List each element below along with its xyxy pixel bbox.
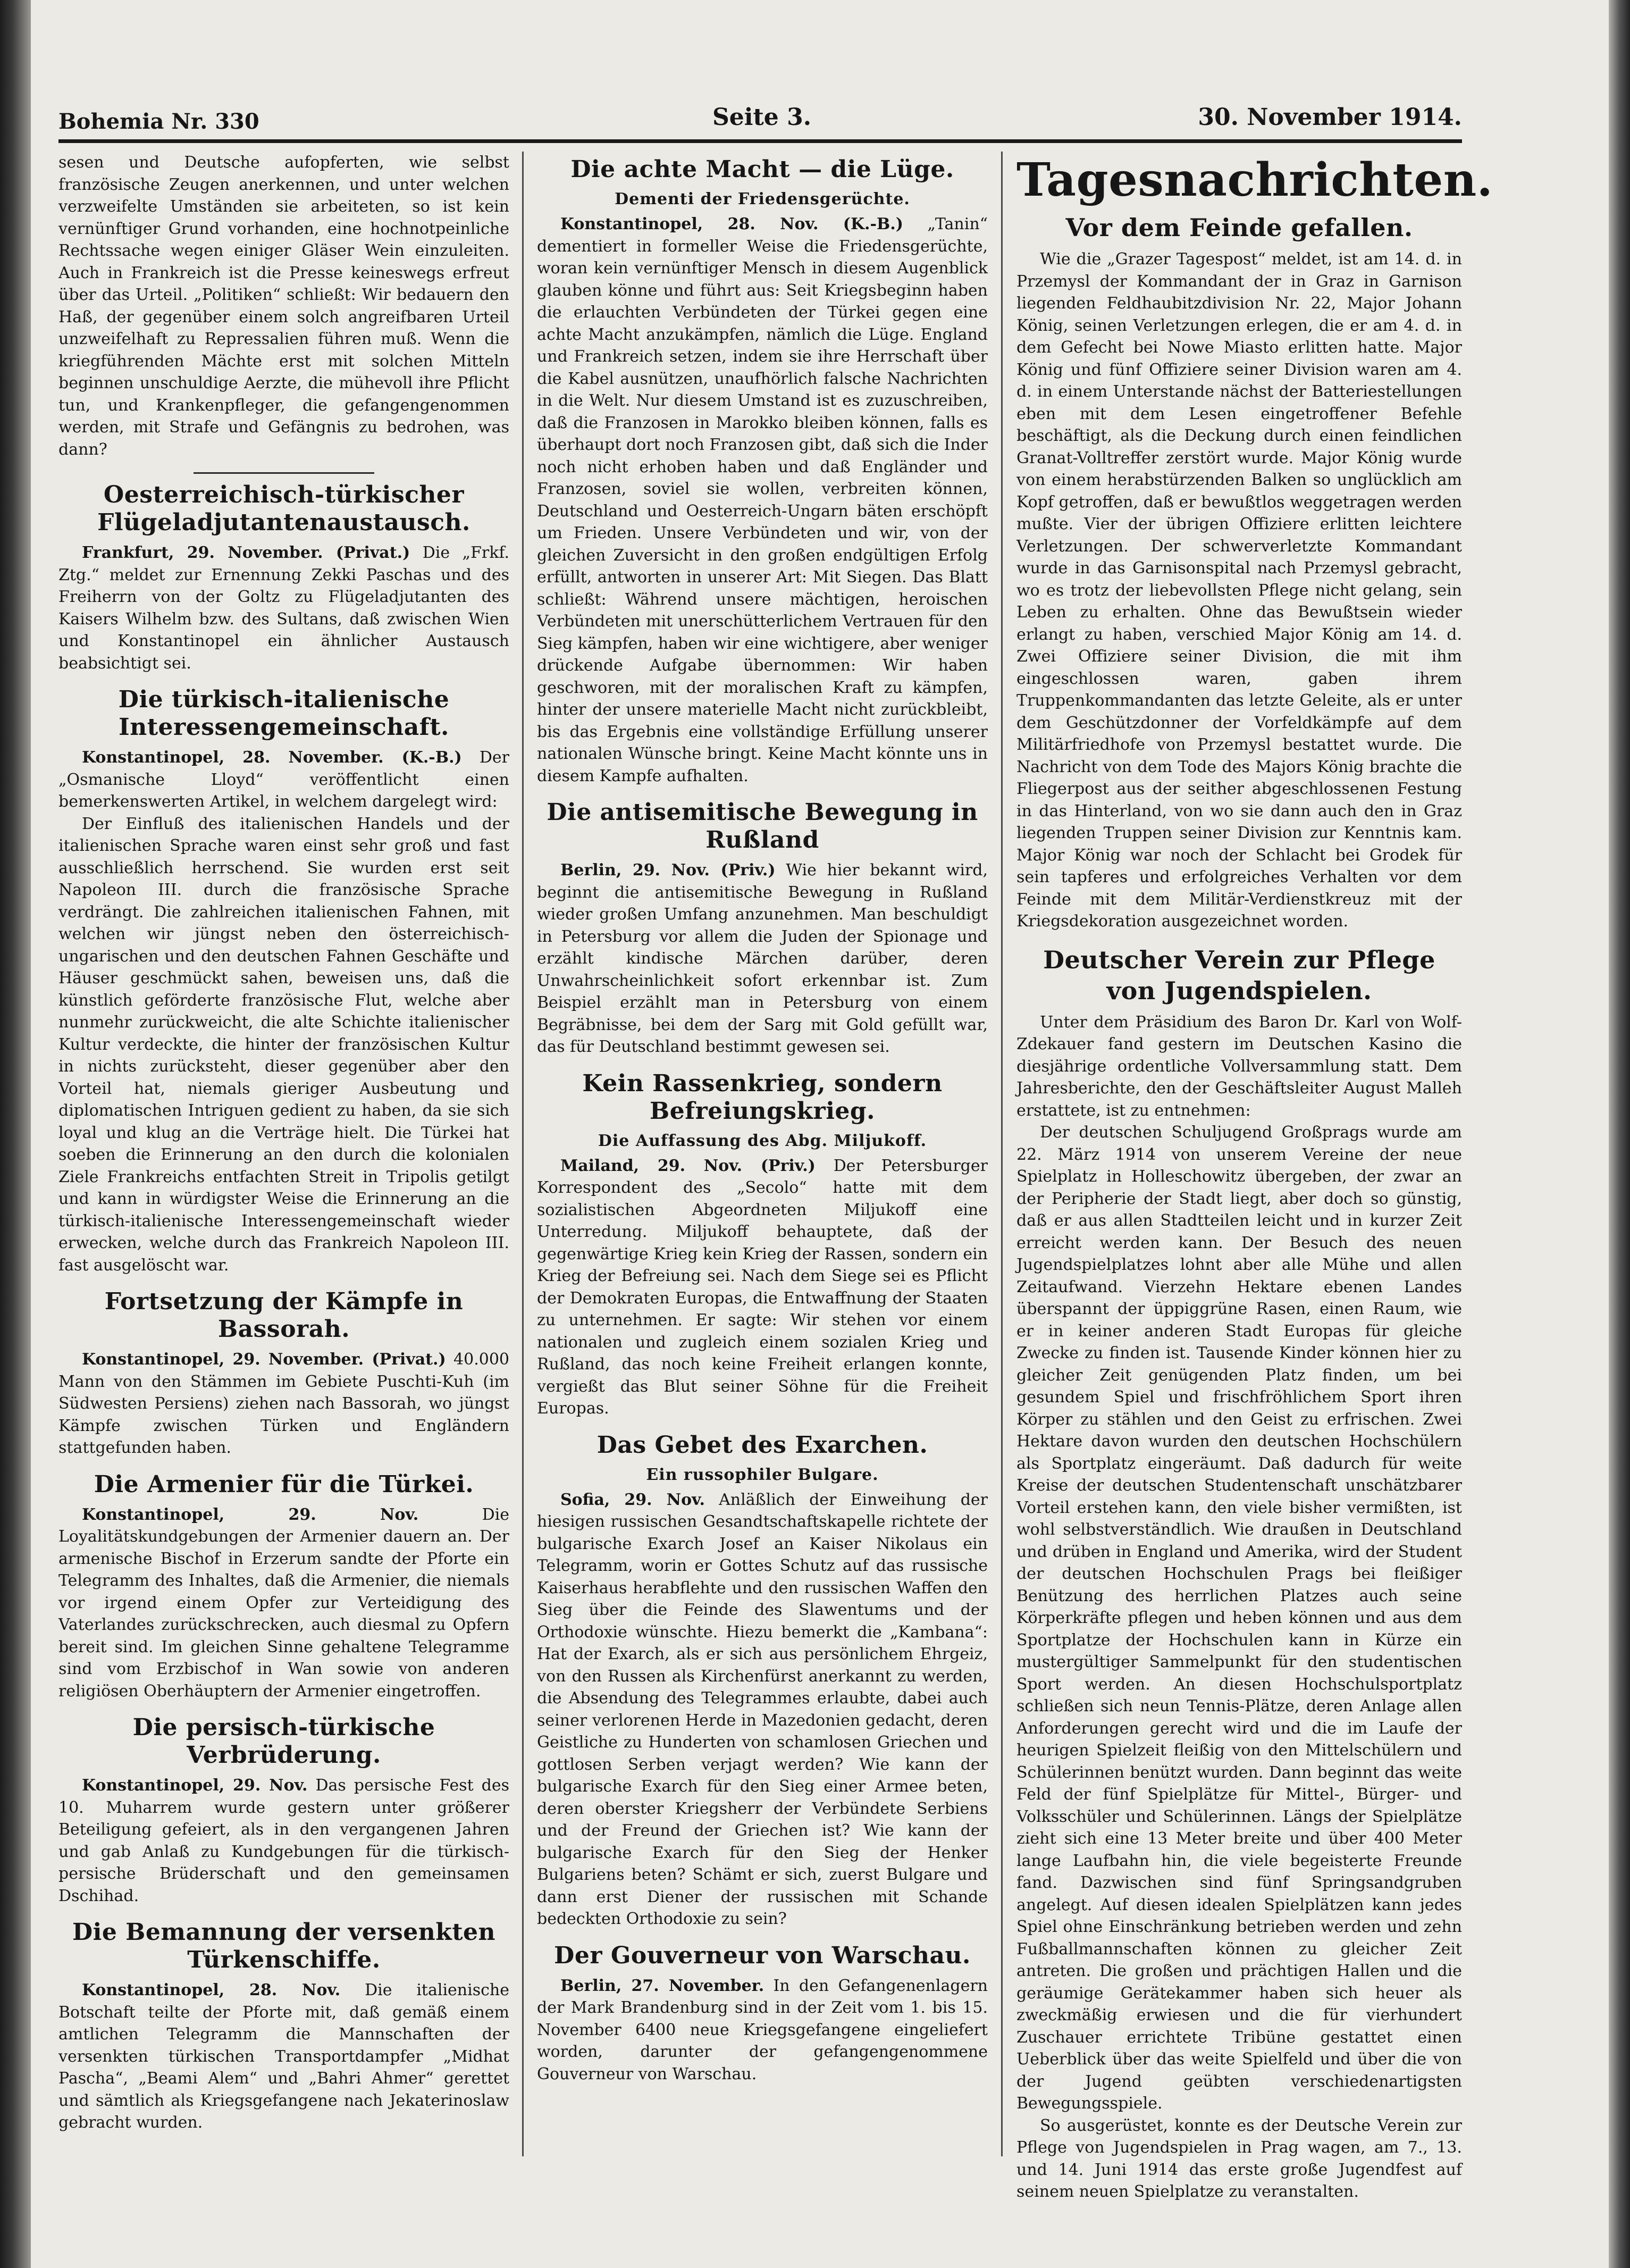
dateline: Berlin, 29. Nov. (Priv.) bbox=[560, 861, 776, 880]
article-text bbox=[537, 1975, 988, 2086]
dateline: Konstantinopel, 28. Nov. (K.-B.) bbox=[560, 215, 903, 233]
article bbox=[1016, 944, 1462, 2203]
article-headline: Deutscher Verein zur Pflege von Jugendspielen. bbox=[1043, 945, 1435, 1005]
article bbox=[537, 156, 988, 787]
article-text: Unter dem Präsidium des Baron Dr. Karl von Wolf-Zdekauer fand gestern im Deutschen Kasino die diesjährige ordentliche Vollversammlung statt. Dem Jahresberichte, den der Geschäftsleiter August Malleh erstattete, ist zu entnehmen: bbox=[1016, 1012, 1462, 1120]
paper-issue: Bohemia Nr. 330 bbox=[58, 109, 259, 134]
article-text bbox=[58, 1979, 509, 2134]
article-headline: Fortsetzung der Kämpfe in Bassorah. bbox=[104, 1288, 464, 1343]
article-headline: Die Armenier für die Türkei. bbox=[94, 1470, 474, 1498]
dateline: Berlin, 27. November. bbox=[560, 1976, 764, 1995]
dateline: Konstantinopel, 29. November. (Privat.) bbox=[82, 1350, 446, 1369]
separator bbox=[194, 472, 374, 474]
article-text bbox=[58, 1775, 509, 1907]
dateline: Konstantinopel, 29. Nov. bbox=[82, 1505, 419, 1524]
article bbox=[1016, 212, 1462, 933]
article-text bbox=[58, 747, 509, 813]
article-subheadline: Die Auffassung des Abg. Miljukoff. bbox=[598, 1131, 927, 1150]
article-headline: Die Bemannung der versenkten Türkenschiffe. bbox=[72, 1919, 496, 1973]
article bbox=[58, 1288, 509, 1459]
article-text bbox=[58, 1349, 509, 1459]
article-text: So ausgerüstet, konnte es der Deutsche Verein zur Pflege von Jugendspielen in Prag wagen, am 7., 13. und 14. Juni 1914 das erste große Jugendfest auf seinem neuen Spielplatze zu veranstalten. bbox=[1016, 2116, 1462, 2201]
article-text: sesen und Deutsche aufopferten, wie selbst französische Zeugen anerkennen, und unter welchen verzweifelte Umständen sie arbeiteten, so ist kein vernünftiger Grund vorhanden, eine hochnotpeinliche Rechtssache wegen einiger Gläser Wein einzuleiten. Auch in Frankreich ist die Presse keineswegs erfreut über das Urteil. „Politiken“ schließt: Wir bedauern den Haß, der gegenüber einem solch angreifbaren Urteil unzweifelhaft zu Repressalien führen muß. Wenn die kriegführenden Mächte erst mit solchen Mitteln beginnen unschuldige Aerzte, die mühevoll ihre Pflicht tun, und Krankenpfleger, die gefangengenommen werden, mit Strafe und Gefängnis zu bedrohen, was dann? bbox=[58, 153, 509, 459]
article bbox=[58, 1919, 509, 2134]
masthead bbox=[58, 104, 1462, 141]
article bbox=[537, 1070, 988, 1420]
article-text bbox=[537, 1489, 988, 1930]
article-headline: Kein Rassenkrieg, sondern Befreiungskrieg. bbox=[582, 1069, 943, 1125]
article-text bbox=[537, 859, 988, 1058]
column-rule bbox=[522, 152, 524, 2156]
article-headline: Die antisemitische Bewegung in Rußland bbox=[547, 799, 978, 853]
article-continued bbox=[58, 152, 509, 461]
article bbox=[537, 1942, 988, 2086]
article bbox=[537, 1432, 988, 1930]
article-body: Der „Osmanische Lloyd“ veröffentlicht einen bemerkenswerten Artikel, in welchem dargelegt wird: bbox=[58, 748, 509, 811]
article-headline: Oesterreichisch-türkischer Flügeladjutantenaustausch. bbox=[97, 481, 470, 536]
article-text bbox=[58, 542, 509, 674]
article-headline: Der Gouverneur von Warschau. bbox=[554, 1941, 971, 1969]
column-rule bbox=[1001, 152, 1003, 2156]
article bbox=[58, 1714, 509, 1907]
dateline: Konstantinopel, 29. Nov. bbox=[82, 1776, 308, 1795]
article-headline: Vor dem Feinde gefallen. bbox=[1065, 213, 1413, 242]
issue-date: 30. November 1914. bbox=[1198, 104, 1462, 131]
article bbox=[58, 1471, 509, 1703]
article-body: Die „Frkf. Ztg.“ meldet zur Ernennung Zekki Paschas und des Freiherrn von der Goltz zu Flügeladjutanten des Kaisers Wilhelm bzw. des Sultans, daß zwischen Wien und Konstantinopel ein ähnlicher Austausch beabsichtigt sei. bbox=[58, 543, 509, 673]
scan-edge-right bbox=[1609, 0, 1630, 2268]
article-body: Wie hier bekannt wird, beginnt die antisemitische Bewegung in Rußland wieder großen Umfang anzunehmen. Man beschuldigt in Petersburg vor allem die Juden der Spionage und erzählt kindische Märchen darüber, deren Unwahrscheinlichkeit sofort erkennbar ist. Zum Beispiel erzählt man in Petersburg von einem Begräbnisse, bei dem der Sarg mit Gold gefüllt war, das für Deutschland bestimmt gewesen sei. bbox=[537, 861, 988, 1056]
article-headline: Die türkisch-italienische Interessengemeinschaft. bbox=[118, 686, 450, 741]
article-headline: Die persisch-türkische Verbrüderung. bbox=[132, 1714, 435, 1769]
column-middle bbox=[537, 152, 988, 2178]
article-text: Der Einfluß des italienischen Handels und der italienischen Sprache waren einst sehr groß und fast ausschließlich herrschend. Sie wurden erst seit Napoleon III. durch die französische Sprache verdrängt. Die zahlreichen italienischen Fahnen, mit welchen wir jüngst neben den österreichisch-ungarischen und den deutschen Fahnen Geschäfte und Häuser geschmückt sahen, beweisen uns, daß die künstlich geförderte französische Flut, welche aber nunmehr zurückweicht, die alte Schichte italienischer Kultur verdeckte, die hinter der französischen Kultur in nichts zurücksteht, dieser gegenüber aber den Vorteil hat, niemals gieriger Ausbeutung und diplomatischen Intriguen gedient zu haben, da sie sich loyal und klug an die Verträge hielt. Die Türkei hat soeben die Erinnerung an den durch die kolonialen Ziele Frankreichs entfachten Streit in Tripolis getilgt und kann in würdigster Weise die Erinnerung an die türkisch-italienische Interessengemeinschaft wieder erwecken, welche durch das Frankreich Napoleon III. fast ausgelöscht war. bbox=[58, 814, 509, 1275]
article-headline: Die achte Macht — die Lüge. bbox=[570, 156, 954, 183]
section-title: Tagesnachrichten. bbox=[1016, 153, 1493, 207]
dateline: Konstantinopel, 28. November. (K.-B.) bbox=[82, 748, 462, 767]
article-body: In den Gefangenenlagern der Mark Brandenburg sind in der Zeit vom 1. bis 15. November 6400 neue Kriegsgefangene eingeliefert worden, darunter der gefangengenommene Gouverneur von Warschau. bbox=[537, 1976, 988, 2083]
article-body: Die Loyalitätskundgebungen der Armenier dauern an. Der armenische Bischof in Erzerum sandte der Pforte ein Telegramm des Inhaltes, daß die Armenier, die niemals vor irgend einem Opfer zur Verteidigung des Vaterlandes zurückschrecken, auch diesmal zu Opfern bereit sind. Im gleichen Sinne gehaltene Telegramme sind vom Erzbischof in Wan sowie von anderen religiösen Oberhäuptern der Armenier eingetroffen. bbox=[58, 1505, 509, 1701]
article-text: Der deutschen Schuljugend Großprags wurde am 22. März 1914 von unserem Vereine der neue Spielplatz in Holleschowitz übergeben, der zwar an der Peripherie der Stadt liegt, aber doch so günstig, daß er aus allen Stadtteilen leicht und in kurzer Zeit erreicht werden kann. Der Besuch des neuen Jugendspielplatzes lohnt aber alle Mühe und allen Zeitaufwand. Vierzehn Hektare ebenen Landes überspannt der üppiggrüne Rasen, einen Raum, wie er in keiner anderen Stadt Europas für gleiche Zwecke zu finden ist. Tausende Kinder können hier zu gleicher Zeit genügenden Platz finden, um bei gesundem Spiel und frischfröhlichem Sport ihren Körper zu stählen und den Geist zu erfrischen. Zwei Hektare davon wurden den deutschen Hochschülern als Sportplatz eingeräumt. Daß dadurch für weite Kreise der deutschen Studentenschaft unschätzbarer Vorteil erstehen kann, den viele bisher vermißten, ist wohl selbstverständlich. Wie draußen in Deutschland und drüben in England und Amerika, wird der Student der deutschen Hochschulen Prags bei fleißiger Benützung des herrlichen Platzes auch seine Körperkräfte pflegen und heben können und aus dem Sportplatze der Hochschulen kann in Kürze ein mustergültiger Sammelpunkt für den studentischen Sport werden. An diesen Hochschulsportplatz schließen sich neun Tennis-Plätze, deren Anlage allen Anforderungen gerecht wird und die im Laufe der heurigen Spielzeit fleißig von den Mittelschülern und Schülerinnen benützt wurden. Dann beginnt das weite Feld der fünf Spielplätze für Mittel-, Bürger- und Volksschüler und Schülerinnen. Längs der Spielplätze zieht sich eine 13 Meter breite und über 400 Meter lange Laufbahn hin, die viele begeisterte Freunde fand. Dazwischen sind fünf Springsandgruben angelegt. Auf diesen idealen Spielplätzen kann jedes Spiel ohne Einschränkung betrieben werden und zehn Fußballmannschaften können zu gleicher Zeit antreten. Die großen und prächtigen Hallen und die geräumige Gerätekammer haben sich heuer als zweckmäßig erwiesen und die für vierhundert Zuschauer errichtete Tribüne gestattet einen Ueberblick über das weite Spielfeld und über die von der Jugend geübten verschiedenartigsten Bewegungsspiele. bbox=[1016, 1123, 1462, 2113]
article bbox=[537, 799, 988, 1058]
article-subheadline: Dementi der Friedensgerüchte. bbox=[615, 190, 910, 208]
column-left bbox=[58, 152, 509, 2178]
masthead-rule bbox=[58, 139, 1462, 143]
dateline: Konstantinopel, 28. Nov. bbox=[82, 1981, 341, 1999]
scan-edge-left bbox=[0, 0, 31, 2268]
article-body: Das persische Fest des 10. Muharrem wurde gestern unter größerer Beteiligung gefeiert, als in den vergangenen Jahren und gab Anlaß zu Kundgebungen für die türkisch-persische Brüderschaft und den gemeinsamen Dschihad. bbox=[58, 1776, 509, 1905]
dateline: Sofia, 29. Nov. bbox=[560, 1490, 705, 1509]
article-subheadline: Ein russophiler Bulgare. bbox=[646, 1465, 879, 1484]
article-text bbox=[537, 1155, 988, 1420]
article bbox=[58, 686, 509, 1276]
article-body: 40.000 Mann von den Stämmen im Gebiete Puschti-Kuh (im Südwesten Persiens) ziehen nach Bassorah, wo jüngst Kämpfe zwischen Türken und Engländern stattgefunden haben. bbox=[58, 1350, 509, 1457]
article-body: Anläßlich der Einweihung der hiesigen russischen Gesandtschaftskapelle richtete der bulgarische Exarch Josef an Kaiser Nikolaus ein Telegramm, worin er Gottes Schutz auf das russische Kaiserhaus herabflehte und den russischen Waffen den Sieg über die Feinde des Slawentums und der Orthodoxie wünschte. Hiezu bemerkt die „Kambana“: Hat der Exarch, als er sich aus persönlichem Ehrgeiz, von den Russen als Kirchenfürst anerkannt zu werden, die Absendung des Telegrammes erlaubte, dabei auch seiner verlorenen Herde in Mazedonien gedacht, deren Geistliche zu Hunderten von schamlosen Griechen und gottlosen Serben verjagt werden? Wie kann der bulgarische Exarch für den Sieg einer Armee beten, deren oberster Kriegsherr der Verbündete Serbiens und der Freund der Griechen ist? Wie kann der bulgarische Exarch für den Sieg der Henker Bulgariens beten? Schämt er sich, zuerst Bulgare und dann erst Diener der russischen mit Schande bedeckten Orthodoxie zu sein? bbox=[537, 1490, 988, 1928]
article-headline: Das Gebet des Exarchen. bbox=[596, 1431, 928, 1459]
page-number: Seite 3. bbox=[712, 104, 812, 131]
article-body: Die italienische Botschaft teilte der Pforte mit, daß gemäß einem amtlichen Telegramm die Mannschaften der versenkten türkischen Transportdampfer „Midhat Pascha“, „Beami Alem“ und „Bahri Ahmer“ gerettet und sämtlich als Kriegsgefangene nach Jekaterinoslaw gebracht wurden. bbox=[58, 1981, 509, 2132]
article-text bbox=[537, 213, 988, 787]
dateline: Frankfurt, 29. November. (Privat.) bbox=[82, 543, 410, 562]
article-text bbox=[58, 1504, 509, 1703]
dateline: Mailand, 29. Nov. (Priv.) bbox=[560, 1156, 816, 1175]
article-body: Der Petersburger Korrespondent des „Secolo“ hatte mit dem sozialistischen Abgeordneten Miljukoff eine Unterredung. Miljukoff behauptete, daß der gegenwärtige Krieg kein Krieg der Rassen, sondern ein Krieg der Befreiung sei. Nach dem Siege sei es Pflicht der Demokraten Europas, die Entwaffnung der Staaten zu unternehmen. Er sagte: Wir stehen vor einem nationalen und zugleich einem sozialen Krieg und Rußland, das noch keine Freiheit erlangen konnte, vergießt das Blut seiner Söhne für die Freiheit Europas. bbox=[537, 1156, 988, 1418]
article-text: Wie die „Grazer Tagespost“ meldet, ist am 14. d. in Przemysl der Kommandant der in Graz in Garnison liegenden Feldhaubitzdivision Nr. 22, Major Johann König, seinen Verletzungen erlegen, die er am 4. d. in dem Gefecht bei Nowe Miasto erlitten hatte. Major König und fünf Offiziere seiner Division waren am 4. d. in einem Unterstande nächst der Batteriestellungen eben mit dem Lesen eingetroffener Befehle beschäftigt, als die Deckung durch einen feindlichen Granat-Volltreffer zerstört wurde. Major König wurde von einem herabstürzenden Balken so unglücklich am Kopf getroffen, daß er bewußtlos weggetragen werden mußte. Vier der übrigen Offiziere erlitten leichtere Verletzungen. Der schwerverletzte Kommandant wurde in das Garnisonspital nach Przemysl gebracht, wo es trotz der liebevollsten Pflege nicht gelang, sein Leben zu erhalten. Ohne das Bewußtsein wieder erlangt zu haben, verschied Major König am 14. d. Zwei Offiziere seiner Division, die mit ihm eingeschlossen waren, gaben ihrem Truppenkommandanten das letzte Geleite, als er unter dem Geschützdonner der Vorfeldkämpfe auf dem Militärfriedhofe von Przemysl bestattet wurde. Die Nachricht von dem Tode des Majors König brachte die Fliegerpost aus der seither abgeschlossenen Festung in das Hinterland, von wo sie dann auch den in Graz liegenden Truppen seiner Division zur Kenntnis kam. Major König war noch der Schlacht bei Grodek für sein tapferes und erfolgreiches Verhalten vor dem Feinde mit dem Militär-Verdienstkreuz mit der Kriegsdekoration ausgezeichnet worden. bbox=[1016, 250, 1462, 931]
article bbox=[58, 481, 509, 674]
article-body: „Tanin“ dementiert in formeller Weise die Friedensgerüchte, woran kein vernünftiger Mensch in diesem Augenblick glauben könne und führt aus: Seit Kriegsbeginn haben die erlauchten Verbündeten der Türkei gegen eine achte Macht anzukämpfen, nämlich die Lüge. England und Frankreich setzen, indem sie ihre Herrschaft über die Kabel ausnützen, unaufhörlich falsche Nachrichten in die Welt. Nur diesem Umstand ist es zuzuschreiben, daß die Franzosen in Marokko bleiben können, falls es überhaupt dort noch Franzosen gibt, daß sich die Inder noch nicht erhoben haben und daß Engländer und Franzosen, soviel sie wollen, verbreiten können, Deutschland und Oesterreich-Ungarn bäten erschöpft um Frieden. Unsere Verbündeten und wir, von der gleichen Zuversicht in den großen endgültigen Erfolg erfüllt, antworten in unserer Art: Mit Siegen. Das Blatt schließt: Während unsere mächtigen, heroischen Verbündeten mit unerschütterlichem Vertrauen für den Sieg kämpfen, haben wir eine wichtigere, aber weniger drückende Aufgabe übernommen: Wir haben geschworen, mit der moralischen Kraft zu kämpfen, hinter der unsere materielle Macht nicht zurückbleibt, bis das Ergebnis eine vollständige Erfüllung unserer nationalen Wünsche bringt. Keine Macht könnte uns in diesem Kampfe aufhalten. bbox=[537, 215, 988, 785]
column-right bbox=[1016, 152, 1493, 2201]
